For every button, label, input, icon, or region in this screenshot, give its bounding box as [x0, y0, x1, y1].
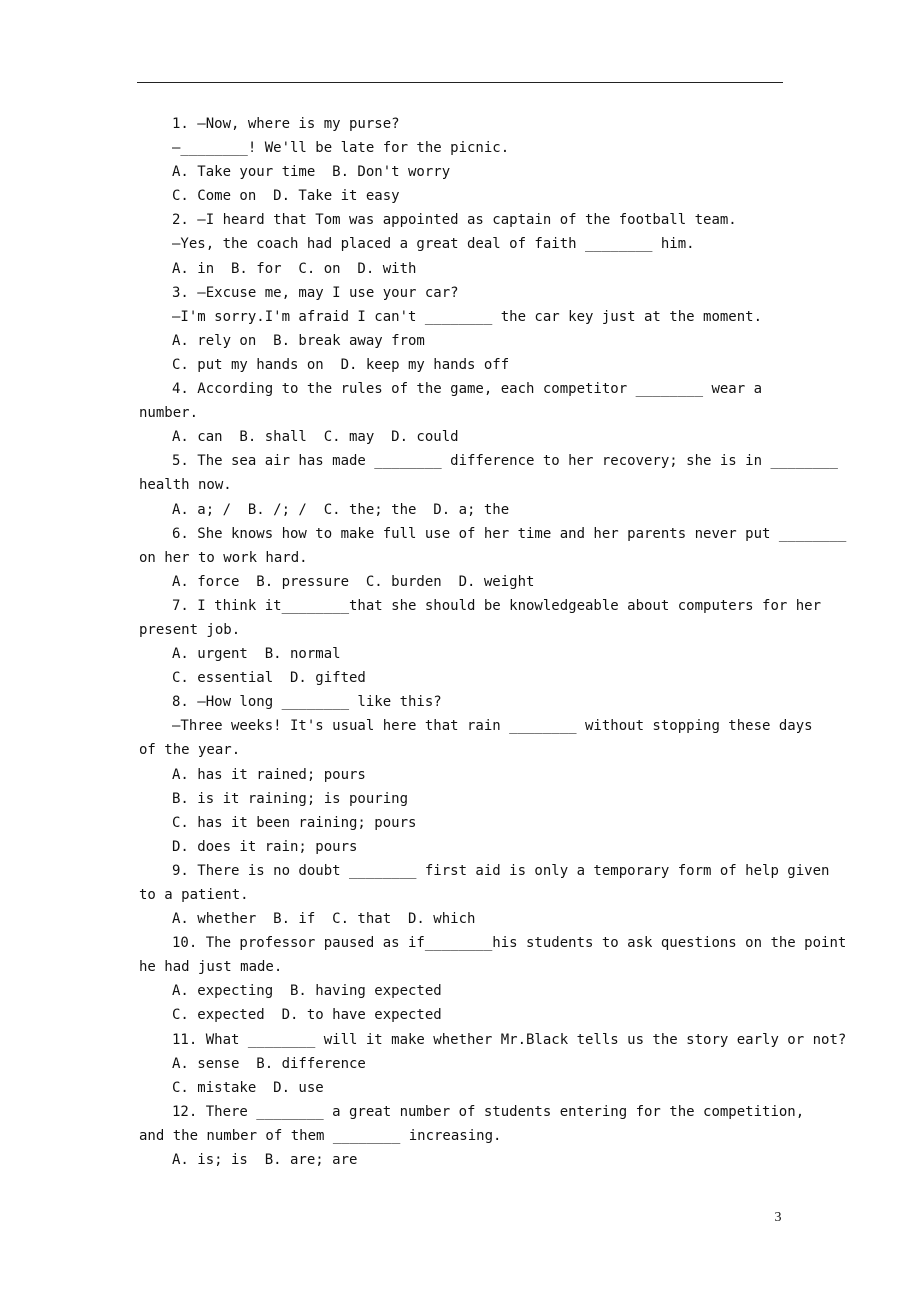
- text-line: A. urgent B. normal: [172, 646, 341, 663]
- text-line: of the year.: [139, 742, 241, 759]
- text-line: A. sense B. difference: [172, 1055, 366, 1072]
- text-line: C. has it been raining; pours: [172, 814, 417, 831]
- text-line: A. a; / B. /; / C. the; the D. a; the: [172, 501, 510, 518]
- text-line: 9. There is no doubt ________ first aid is only a temporary form of help given: [172, 862, 830, 879]
- text-line: 7. I think it________that she should be knowledgeable about computers for her: [172, 597, 822, 614]
- text-line: 2. —I heard that Tom was appointed as captain of the football team.: [172, 212, 737, 229]
- text-line: —________! We'll be late for the picnic.: [172, 140, 510, 157]
- text-line: C. put my hands on D. keep my hands off: [172, 356, 510, 373]
- text-line: A. whether B. if C. that D. which: [172, 911, 476, 928]
- text-line: —Yes, the coach had placed a great deal of faith ________ him.: [172, 236, 695, 253]
- text-line: A. has it rained; pours: [172, 766, 366, 783]
- text-line: C. essential D. gifted: [172, 670, 366, 687]
- text-line: A. rely on B. break away from: [172, 332, 425, 349]
- text-line: A. in B. for C. on D. with: [172, 260, 417, 277]
- text-line: and the number of them ________ increasing.: [139, 1127, 502, 1144]
- text-line: A. can B. shall C. may D. could: [172, 429, 459, 446]
- text-line: 5. The sea air has made ________ difference to her recovery; she is in ________: [172, 453, 838, 470]
- text-line: A. expecting B. having expected: [172, 983, 442, 1000]
- page-number: 3: [774, 1210, 782, 1225]
- text-line: —I'm sorry.I'm afraid I can't ________ the car key just at the moment.: [172, 308, 763, 325]
- text-line: he had just made.: [139, 959, 283, 976]
- text-line: on her to work hard.: [139, 549, 308, 566]
- text-line: to a patient.: [139, 887, 249, 903]
- text-line: health now.: [139, 477, 232, 494]
- text-line: 11. What ________ will it make whether Mr.Black tells us the story early or not?: [172, 1031, 847, 1048]
- text-line: 6. She knows how to make full use of her time and her parents never put ________: [172, 525, 847, 542]
- text-line: A. is; is B. are; are: [172, 1152, 358, 1169]
- text-line: 10. The professor paused as if________his students to ask questions on the point: [172, 935, 847, 952]
- text-line: D. does it rain; pours: [172, 838, 358, 855]
- text-line: 4. According to the rules of the game, each competitor ________ wear a: [172, 381, 763, 398]
- text-line: C. Come on D. Take it easy: [172, 188, 400, 205]
- text-line: A. Take your time B. Don't worry: [172, 164, 451, 181]
- text-line: 3. —Excuse me, may I use your car?: [172, 284, 459, 301]
- text-line: 8. —How long ________ like this?: [172, 694, 442, 711]
- document-body: [139, 112, 847, 1172]
- text-line: A. force B. pressure C. burden D. weight: [172, 573, 535, 590]
- text-line: C. expected D. to have expected: [172, 1007, 442, 1024]
- text-line: C. mistake D. use: [172, 1079, 324, 1096]
- header-rule: [137, 82, 783, 83]
- text-line: 1. —Now, where is my purse?: [172, 116, 400, 132]
- text-line: present job.: [139, 621, 241, 638]
- text-line: B. is it raining; is pouring: [172, 790, 409, 807]
- text-line: number.: [139, 405, 199, 422]
- text-line: 12. There ________ a great number of students entering for the competition,: [172, 1103, 805, 1120]
- text-line: —Three weeks! It's usual here that rain ________ without stopping these days: [172, 718, 813, 735]
